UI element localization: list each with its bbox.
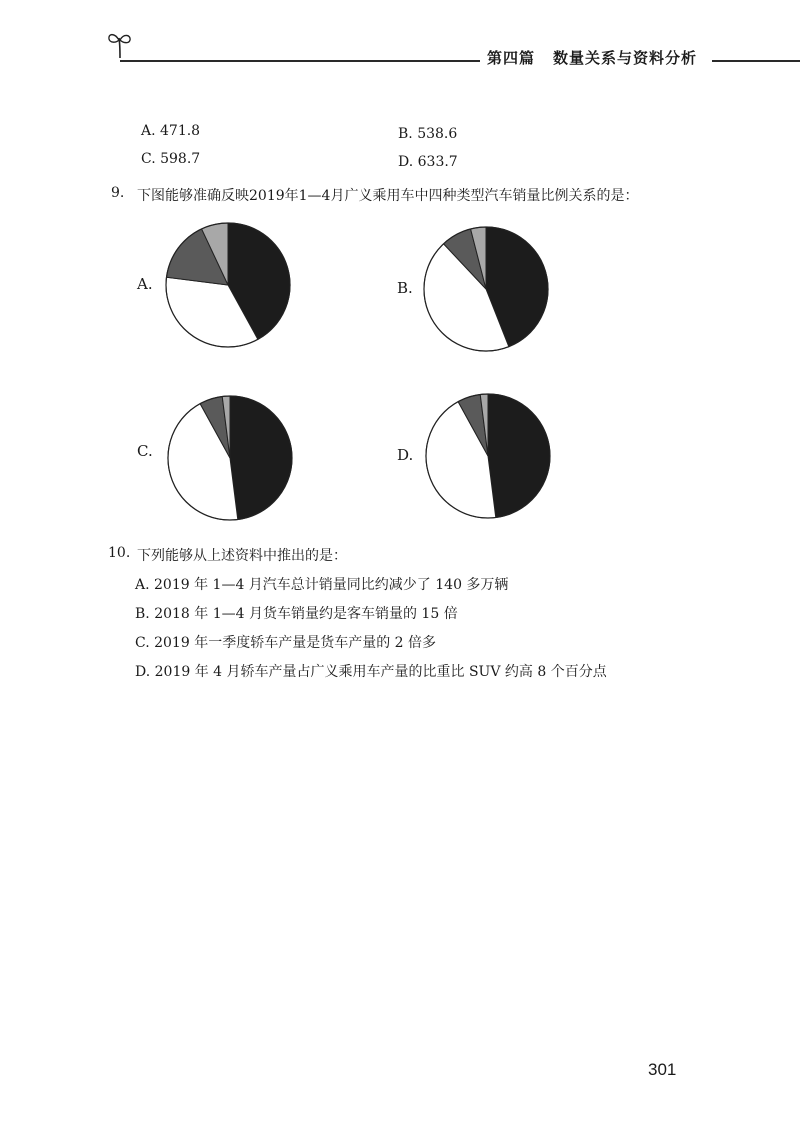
q8-option-b[interactable]: B. 538.6 [398, 126, 458, 142]
header-section-title: 数量关系与资料分析 [553, 49, 698, 67]
q10-option-b[interactable]: B. 2018 年 1—4 月货车销量约是客车销量的 15 倍 [135, 606, 458, 622]
header-rule-right [712, 60, 800, 62]
q10-question-text: 下列能够从上述资料中推出的是： [137, 548, 347, 564]
q10-option-a[interactable]: A. 2019 年 1—4 月汽车总计销量同比约减少了 140 多万辆 [135, 577, 509, 593]
header-rule-left [120, 60, 480, 62]
q9-option-c-label[interactable]: C. [137, 442, 153, 460]
q8-option-c[interactable]: C. 598.7 [141, 151, 201, 167]
q9-option-d-label[interactable]: D. [397, 446, 414, 464]
q9-pie-chart-c[interactable] [166, 394, 294, 522]
q9-number: 9. [111, 185, 125, 201]
sprout-icon [106, 30, 134, 60]
q8-option-a[interactable]: A. 471.8 [141, 123, 201, 139]
pie-slice-dark [488, 394, 550, 518]
q9-pie-chart-b[interactable] [422, 225, 550, 353]
pie-slice-dark [230, 396, 292, 520]
q9-option-a-label[interactable]: A. [137, 275, 153, 293]
q9-pie-chart-d[interactable] [424, 392, 552, 520]
q9-question-text: 下图能够准确反映2019年1—4月广义乘用车中四种类型汽车销量比例关系的是： [137, 188, 639, 204]
q10-number: 10. [108, 545, 131, 561]
q8-option-d[interactable]: D. 633.7 [398, 154, 458, 170]
header-part: 第四篇 [487, 49, 536, 67]
q9-option-b-label[interactable]: B. [397, 279, 413, 297]
header-title [487, 47, 697, 68]
q10-option-c[interactable]: C. 2019 年一季度轿车产量是货车产量的 2 倍多 [135, 635, 436, 651]
q9-pie-chart-a[interactable] [164, 221, 292, 349]
page-number: 301 [648, 1060, 677, 1079]
q10-option-d[interactable]: D. 2019 年 4 月轿车产量占广义乘用车产量的比重比 SUV 约高 8 个百分点 [135, 664, 607, 680]
